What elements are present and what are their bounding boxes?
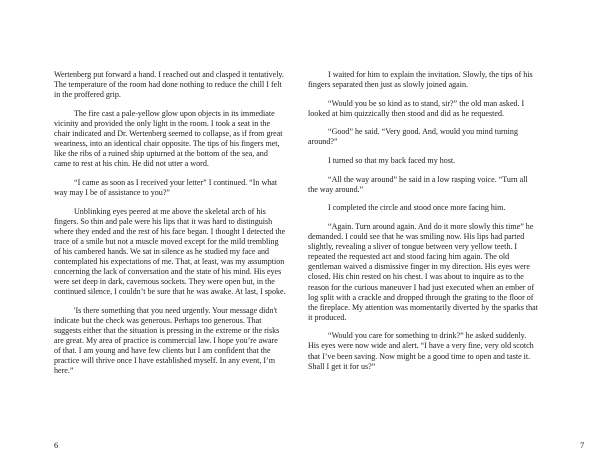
paragraph: “All the way around” he said in a low rasping voice. “Turn all the way around.” [308, 174, 528, 194]
paragraph: “I came as soon as I received your letter” I continued. “In what way may I be of assistance to you?” [54, 177, 278, 197]
paragraph: I completed the circle and stood once more facing him. [328, 203, 506, 213]
paragraph: Unblinking eyes peered at me above the skeletal arch of his fingers. So thin and pale were his lips that it was hard to distinguish where they ended and the rest of his face began. I thought I detected the trace of a smile but not a muscle moved except for the mild trembling of his cambered hands. We sat in silence as he studied my face and contemplated his expectations of me. That, at least, was my assumption concerning the lack of conversation and the state of his mind. His eyes were set deep in dark, cavernous sockets. They were open but, in the continued silence, I couldn’t be sure that he was awake. At last, I spoke. [54, 206, 286, 297]
paragraph: Wertenberg put forward a hand. I reached out and clasped it tentatively. The temperature of the room had done nothing to reduce the chill I felt in the proffered grip. [54, 70, 284, 100]
paragraph: “Would you be so kind as to stand, sir?” the old man asked. I looked at him quizzically then stood and did as he requested. [308, 98, 525, 118]
right-page-text [308, 70, 539, 380]
left-page-text [54, 70, 286, 385]
paragraph: “Would you care for something to drink?” he asked suddenly. His eyes were now wide and alert. “I have a very fine, very old scotch that I’ve been saving. Now might be a good time to open and taste it. Shall I get it for us?” [308, 331, 534, 371]
paragraph: The fire cast a pale-yellow glow upon objects in its immediate vicinity and provided the only light in the room. I took a seat in the chair indicated and Dr. Wertenberg seemed to collapse, as if from great weariness, into an identical chair opposite. The tips of his fingers met, like the ribs of a ruined ship upturned at the bottom of the sea, and came to rest at his chin. He did not utter a word. [54, 108, 283, 169]
page-number: 6 [54, 440, 59, 450]
page-number: 7 [580, 440, 585, 450]
paragraph: “Again. Turn around again. And do it more slowly this time” he demanded. I could see that he was smiling now. His lips had parted slightly, revealing a sliver of tongue between very yellow teeth. I repeated the requested act and stood facing him again. The old gentleman waived a dismissive finger in my direction. His eyes were closed. His chin rested on his chest. I was about to inquire as to the reason for the curious maneuver I had just executed when an ember of log split with a crackle and dropped through the grating to the floor of the fireplace. My attention was momentarily diverted by the sparks that it produced. [308, 221, 538, 322]
right-page [300, 0, 600, 463]
paragraph: I turned so that my back faced my host. [328, 156, 456, 166]
paragraph: “Good” he said. “Very good. And, would you mind turning around?” [308, 127, 518, 147]
paragraph: I waited for him to explain the invitation. Slowly, the tips of his fingers separated then just as slowly joined again. [308, 70, 533, 90]
paragraph: 'Is there something that you need urgently. Your message didn't indicate but the check was generous. Perhaps too generous. That suggests either that the situation is pressing in the extreme or the risks are great. My area of practice is commercial law. I hope you’re aware of that. I am young and have few clients but I am confident that the practice will thrive once I have established myself. In any event, I’m here.” [54, 305, 280, 376]
